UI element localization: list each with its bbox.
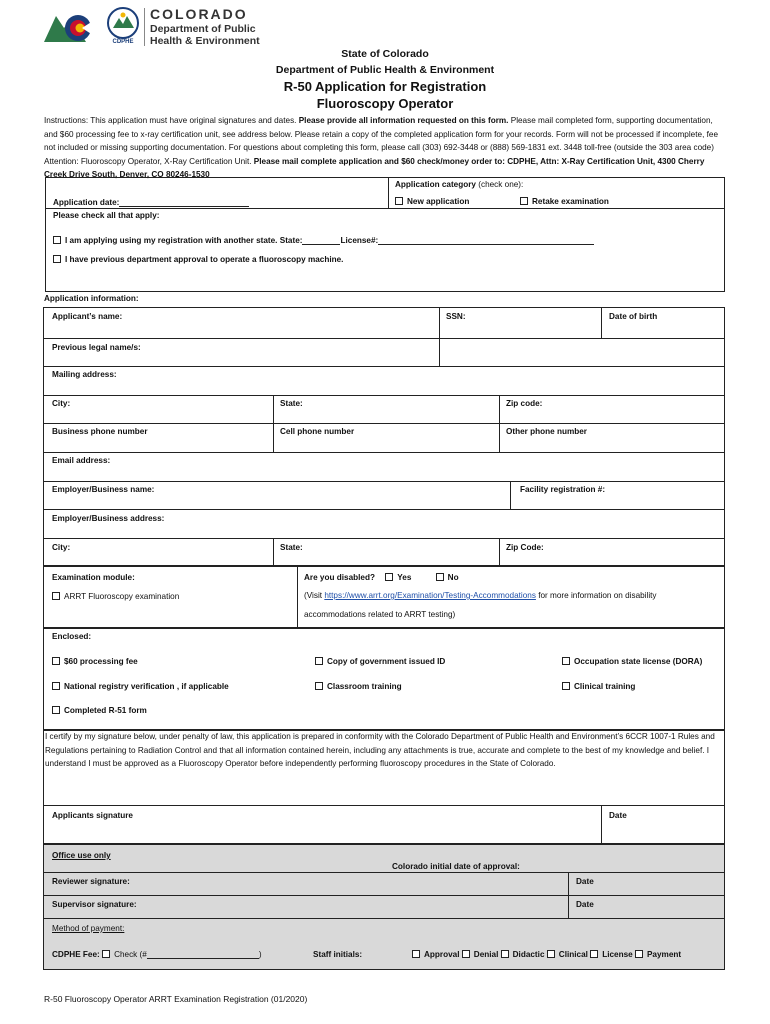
approval-date-field[interactable]: Colorado initial date of approval:: [392, 862, 520, 871]
applicant-name-field[interactable]: Applicant’s name:: [52, 312, 123, 321]
payment-checkbox[interactable]: Payment: [635, 950, 681, 959]
cell-phone-field[interactable]: Cell phone number: [280, 427, 355, 436]
checkbox-icon[interactable]: [385, 573, 393, 581]
disabled-no-checkbox[interactable]: No: [436, 573, 459, 582]
employer-name-field[interactable]: Employer/Business name:: [52, 485, 155, 494]
certification-text: I certify by my signature below, under penalty of law, this application is prepared in conformity with the Colorado Department of Public Health and Environment’s 6CCR 1007-1 Rules and Regulations pertaining to Radiation Control and that all information contained herein, including any attachments is true, accurate and complete to the best of my knowledge and belief. I understand I must be approved as a Fluoroscopy Operator before independently performing fluoroscopy procedures in the State of Colorado.: [45, 732, 715, 768]
title-application: R-50 Application for Registration: [283, 79, 487, 94]
disabled-yes-checkbox[interactable]: Yes: [385, 573, 411, 582]
signature-date-field[interactable]: Date: [609, 811, 627, 820]
cdphe-seal: [104, 6, 142, 48]
checkbox-icon[interactable]: [462, 950, 470, 958]
accommodation-note: (Visit https://www.arrt.org/Examination/Testing-Accommodations for more information on disability: [304, 591, 657, 600]
checkbox-icon[interactable]: [52, 682, 60, 690]
footer-text: R-50 Fluoroscopy Operator ARRT Examination Registration (01/2020): [44, 994, 308, 1004]
wordmark-line2: Health & Environment: [150, 35, 260, 47]
checkbox-icon[interactable]: [501, 950, 509, 958]
staff-initials-label: Staff initials:: [313, 950, 363, 959]
title-fluoroscopy: Fluoroscopy Operator: [316, 96, 454, 111]
dept-wordmark: [150, 6, 260, 47]
cdphe-fee-row: CDPHE Fee: Check (# ): [52, 950, 262, 959]
colorado-logo: [42, 8, 102, 46]
wordmark-line1: Department of Public: [150, 23, 256, 35]
classroom-training-checkbox[interactable]: Classroom training: [315, 682, 402, 691]
supervisor-signature-field[interactable]: Supervisor signature:: [52, 900, 137, 909]
wordmark-colorado: COLORADO: [150, 6, 248, 22]
instructions: [44, 114, 728, 182]
checkbox-icon[interactable]: [52, 592, 60, 600]
license-checkbox[interactable]: License: [590, 950, 633, 959]
business-phone-field[interactable]: Business phone number: [52, 427, 148, 436]
exam-module-label: Examination module:: [52, 573, 135, 582]
reviewer-date-field[interactable]: Date: [576, 877, 594, 886]
checkbox-icon[interactable]: [436, 573, 444, 581]
state-field[interactable]: State:: [280, 399, 303, 408]
clinical-checkbox[interactable]: Clinical: [547, 950, 588, 959]
registry-verification-checkbox[interactable]: National registry verification , if applicable: [52, 682, 229, 691]
checkbox-icon[interactable]: [590, 950, 598, 958]
checkbox-icon[interactable]: [102, 950, 110, 958]
check-payment-checkbox[interactable]: Check (# ): [102, 950, 262, 959]
enclosed-label: Enclosed:: [52, 632, 92, 641]
dora-license-checkbox[interactable]: Occupation state license (DORA): [562, 657, 702, 666]
checkbox-icon[interactable]: [315, 657, 323, 665]
checkbox-icon[interactable]: [315, 682, 323, 690]
office-use-title: Office use only: [52, 851, 111, 860]
arrt-exam-checkbox[interactable]: ARRT Fluoroscopy examination: [52, 592, 179, 601]
instructions-bold-1: Please provide all information requested on this form.: [298, 116, 509, 125]
clinical-training-checkbox[interactable]: Clinical training: [562, 682, 635, 691]
previous-approval-checkbox[interactable]: I have previous department approval to operate a fluoroscopy machine.: [53, 255, 343, 264]
seal-label: CDPHE: [112, 39, 134, 45]
checkbox-icon[interactable]: [562, 657, 570, 665]
denial-checkbox[interactable]: Denial: [462, 950, 499, 959]
title-dept: Department of Public Health & Environment: [275, 64, 495, 76]
approval-checkbox[interactable]: Approval: [412, 950, 460, 959]
application-info-label: Application information:: [44, 294, 139, 303]
checkbox-icon[interactable]: [53, 236, 61, 244]
r51-form-checkbox[interactable]: Completed R-51 form: [52, 706, 147, 715]
checkbox-icon[interactable]: [562, 682, 570, 690]
check-all-label: Please check all that apply:: [53, 211, 160, 220]
reviewer-signature-field[interactable]: Reviewer signature:: [52, 877, 130, 886]
zip-field[interactable]: Zip code:: [506, 399, 543, 408]
retake-exam-checkbox[interactable]: Retake examination: [520, 197, 609, 206]
category-label: Application category (check one):: [395, 180, 524, 189]
applicant-signature-field[interactable]: Applicants signature: [52, 811, 133, 820]
city-field[interactable]: City:: [52, 399, 71, 408]
category-section: [45, 177, 725, 292]
dob-field[interactable]: Date of birth: [609, 312, 658, 321]
employer-zip-field[interactable]: Zip Code:: [506, 543, 544, 552]
checkbox-icon[interactable]: [520, 197, 528, 205]
disabled-question: Are you disabled? Yes No: [304, 573, 459, 582]
staff-status-checkboxes: [412, 950, 681, 959]
checkbox-icon[interactable]: [547, 950, 555, 958]
checkbox-icon[interactable]: [635, 950, 643, 958]
ssn-field[interactable]: SSN:: [446, 312, 466, 321]
checkbox-icon[interactable]: [53, 255, 61, 263]
other-state-checkbox[interactable]: I am applying using my registration with another state. State: License#:: [53, 236, 594, 245]
employer-address-field[interactable]: Employer/Business address:: [52, 514, 165, 523]
accommodation-note-2: accommodations related to ARRT testing): [304, 610, 456, 619]
title-state: State of Colorado: [341, 48, 429, 60]
checkbox-icon[interactable]: [412, 950, 420, 958]
supervisor-date-field[interactable]: Date: [576, 900, 594, 909]
employer-state-field[interactable]: State:: [280, 543, 303, 552]
previous-names-field[interactable]: Previous legal name/s:: [52, 343, 141, 352]
fee-checkbox[interactable]: $60 processing fee: [52, 657, 138, 666]
checkbox-icon[interactable]: [52, 706, 60, 714]
other-phone-field[interactable]: Other phone number: [506, 427, 587, 436]
facility-registration-field[interactable]: Facility registration #:: [520, 485, 606, 494]
application-date-field[interactable]: Application date:: [53, 198, 249, 207]
instructions-text-1: Instructions: This application must have original signatures and dates.: [44, 116, 299, 125]
didactic-checkbox[interactable]: Didactic: [501, 950, 545, 959]
instructions-bold-2: Please mail complete application and $60 check/money order to: CDPHE, Attn: X-Ray Certification Unit, 4300 Cherry Creek Drive South, Denver, CO 80246-1530: [44, 156, 705, 179]
applicant-table: [43, 307, 725, 566]
mailing-address-field[interactable]: Mailing address:: [52, 370, 117, 379]
arrt-accommodations-link[interactable]: https://www.arrt.org/Examination/Testing-Accommodations: [324, 591, 536, 600]
email-field[interactable]: Email address:: [52, 456, 111, 465]
checkbox-icon[interactable]: [395, 197, 403, 205]
instructions-text-2: Please mail completed form, supporting documentation, and $60 processing fee to x-ray certification unit, see address below. Please retain a copy of the completed application form for your records. Form will not be processed if incomplete, fee not included or missing supporting documentation. For questions about completing this form, please call (303) 692-3448 or (888) 569-1831 ext. 3448 toll-free (outside the 303 area code) Attention: Fluoroscopy Operator, X-Ray Certification Unit.: [44, 116, 718, 166]
id-copy-checkbox[interactable]: Copy of government issued ID: [315, 657, 445, 666]
employer-city-field[interactable]: City:: [52, 543, 71, 552]
checkbox-icon[interactable]: [52, 657, 60, 665]
payment-method-label: Method of payment:: [52, 924, 125, 933]
new-application-checkbox[interactable]: New application: [395, 197, 469, 206]
